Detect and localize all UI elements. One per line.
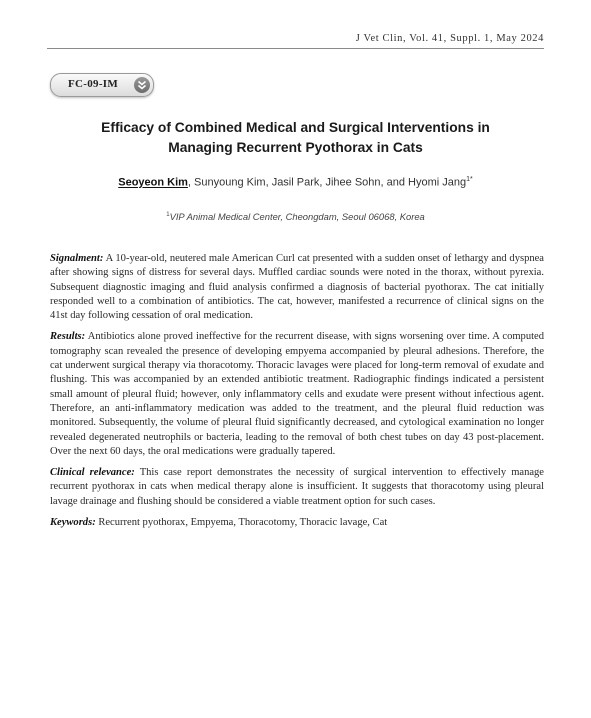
relevance-label: Clinical relevance: (50, 467, 135, 479)
header-divider (47, 48, 544, 49)
journal-citation: J Vet Clin, Vol. 41, Suppl. 1, May 2024 (355, 33, 544, 44)
relevance-text: This case report demonstrates the necessity of surgical intervention to effectively manage recurrent pyothorax in cats when medical therapy alone is insufficient. It suggests that thoracotomy using pleural lavage drainage and flushing should be considered a viable treatment option for such cases. (50, 467, 544, 507)
title-line-2: Managing Recurrent Pyothorax in Cats (168, 140, 423, 155)
co-authors: , Sunyoung Kim, Jasil Park, Jihee Sohn, and Hyomi Jang (187, 176, 467, 189)
relevance-paragraph (50, 466, 544, 509)
signalment-text: A 10-year-old, neutered male American Curl cat presented with a sudden onset of lethargy and dyspnea after showing signs of distress for several days. Muffled cardiac sounds were noted in the thorax, without pyrexia. Subsequent diagnostic imaging and fluid analysis confirmed a diagnosis of bacterial pyothorax. The cat initially responded well to a combination of antibiotics. The cat, however, manifested a recurrence of clinical signs on the 41st day following cessation of oral medication. (50, 253, 544, 322)
affiliation (40, 211, 551, 222)
results-paragraph (50, 330, 544, 459)
first-author: Seoyeon Kim (118, 176, 188, 189)
double-chevron-down-icon (134, 77, 150, 93)
results-text: Antibiotics alone proved ineffective for the recurrent disease, with signs worsening over time. A computed tomography scan revealed the presence of developing empyema accompanied by pleural adhesions. Therefore, the cat underwent surgical therapy via thoracotomy. Thoracic lavages were placed for long-term removal of exudate and flushing. This was accompanied by an extended antibiotic treatment. Radiographic findings indicated a persistent small amount of pleural fluid; however, only inflammatory cells and exudate were present without infectious agent. Therefore, an anti-inflammatory medication was added to the treatment, and the pleural fluid reduction was monitored. Subsequently, the volume of pleural fluid significantly decreased, and cytological examination no longer revealed degenerated neutrophils or bacteria, leading to the removal of both chest tubes on day 43 post-placement. Over the next 60 days, the oral medications were gradually tapered. (50, 331, 544, 457)
author-list (40, 176, 551, 189)
keywords-paragraph (50, 516, 544, 530)
title-line-1: Efficacy of Combined Medical and Surgical Interventions in (101, 120, 490, 135)
article-title (60, 118, 531, 158)
keywords-text: Recurrent pyothorax, Empyema, Thoracotomy, Thoracic lavage, Cat (98, 517, 388, 529)
affiliation-text: VIP Animal Medical Center, Cheongdam, Seoul 06068, Korea (169, 211, 425, 222)
signalment-label: Signalment: (50, 253, 104, 264)
abstract-body (50, 252, 544, 537)
signalment-paragraph (50, 252, 544, 323)
abstract-code: FC-09-IM (68, 78, 119, 90)
affiliation-mark: 1 (166, 211, 170, 218)
abstract-code-badge (50, 73, 154, 97)
author-marks: 1* (466, 176, 473, 183)
keywords-label: Keywords: (50, 517, 96, 529)
results-label: Results: (50, 331, 86, 343)
